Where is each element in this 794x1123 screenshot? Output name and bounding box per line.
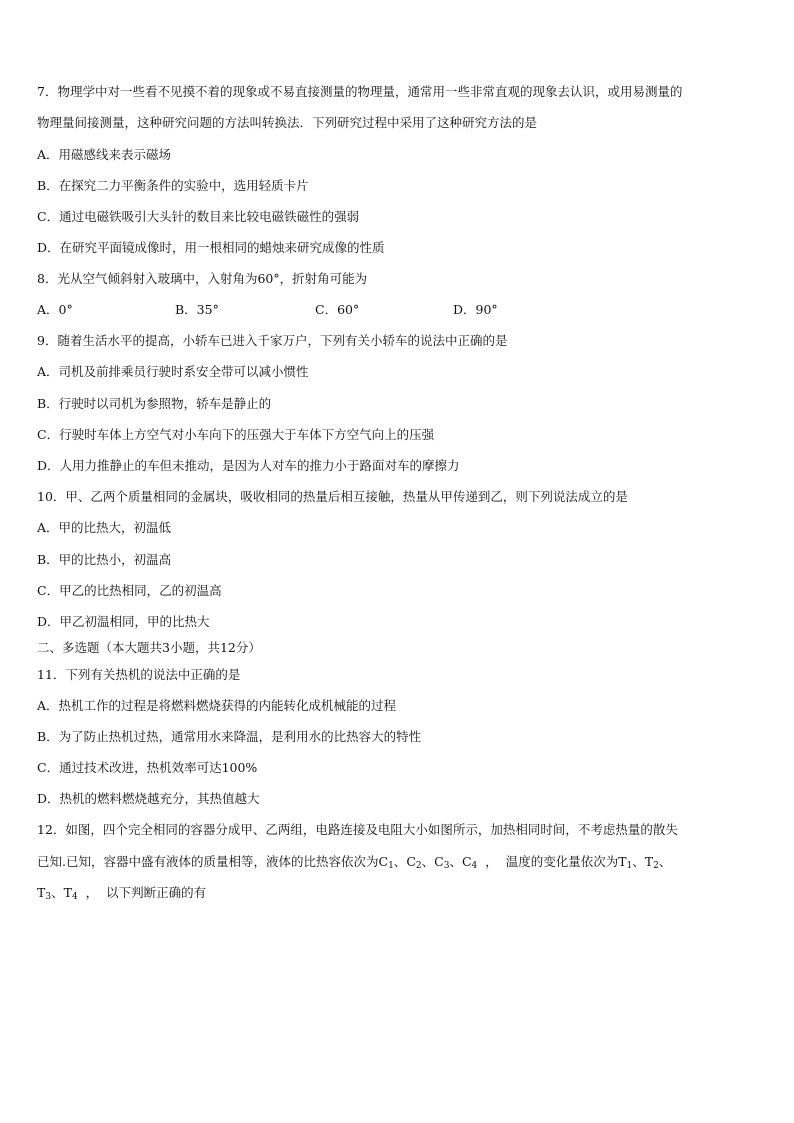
q7-stem-line2: 物理量间接测量，这种研究问题的方法叫转换法．下列研究过程中采用了这种研究方法的是 xyxy=(37,115,538,130)
q8-stem: 8．光从空气倾斜射入玻璃中，入射角为60°，折射角可能为 xyxy=(37,271,368,286)
c-subscript: 2 xyxy=(415,861,422,871)
c-symbol: C xyxy=(434,854,444,869)
q12-stem-line1: 12．如图，四个完全相同的容器分成甲、乙两组，电路连接及电阻大小如图所示，加热相同时间，不考虑热量的散失 xyxy=(37,822,678,837)
t-subscript: 3 xyxy=(45,892,52,902)
c-subscript: 1 xyxy=(388,861,394,871)
t-symbol: T xyxy=(37,885,46,900)
q12-stem-line3: $T_3$、$T_4$ ， 以下判断正确的有 xyxy=(37,885,207,902)
q12-stem-line2-text: 已知.已知，容器中盛有液体的质量相等，液体的比热容依次为 xyxy=(37,854,379,869)
t-subscript: 4 xyxy=(71,892,78,902)
q11-option-c: C．通过技术改进，热机效率可达100% xyxy=(37,760,258,775)
q9-stem: 9．随着生活水平的提高，小轿车已进入千家万户，下列有关小轿车的说法中正确的是 xyxy=(37,333,508,348)
q12-stem-line2-text-b: 温度的变化量依次为 xyxy=(505,854,619,869)
q8-option-c: C．60° xyxy=(315,302,360,317)
q7-option-a: A．用磁感线来表示磁场 xyxy=(37,147,172,162)
q11-option-b: B．为了防止热机过热，通常用水来降温，是利用水的比热容大的特性 xyxy=(37,729,422,744)
q7-option-c: C．通过电磁铁吸引大头针的数目来比较电磁铁磁性的强弱 xyxy=(37,209,360,224)
q8-options xyxy=(37,302,498,318)
q10-stem: 10．甲、乙两个质量相同的金属块，吸收相同的热量后相互接触，热量从甲传递到乙，则下列说法成立的是 xyxy=(37,489,628,504)
t-symbol: T xyxy=(63,885,72,900)
q11-option-a: A．热机工作的过程是将燃料燃烧获得的内能转化成机械能的过程 xyxy=(37,698,397,713)
t-symbol: T xyxy=(618,854,627,869)
q7-stem-line1: 7．物理学中对一些看不见摸不着的现象或不易直接测量的物理量，通常用一些非常直观的现象去认识，或用易测量的 xyxy=(37,84,683,99)
section-heading-multiple-choice: 二、多选题（本大题共3小题，共12分） xyxy=(37,640,261,655)
c-symbol: C xyxy=(378,854,389,869)
c-subscript: 3 xyxy=(443,861,450,871)
c-symbol: C xyxy=(461,854,472,869)
q10-option-a: A．甲的比热大，初温低 xyxy=(37,520,172,535)
t-symbol: T xyxy=(644,854,654,869)
q8-option-a: A．0° xyxy=(37,302,73,317)
q9-option-c: C．行驶时车体上方空气对小车向下的压强大于车体下方空气向上的压强 xyxy=(37,427,435,442)
q11-stem: 11．下列有关热机的说法中正确的是 xyxy=(37,667,241,682)
q9-option-a: A．司机及前排乘员行驶时系安全带可以减小惯性 xyxy=(37,364,309,379)
c-symbol: C xyxy=(406,854,416,869)
c-subscript: 4 xyxy=(471,861,478,871)
q10-option-d: D．甲乙初温相同，甲的比热大 xyxy=(37,614,210,629)
q9-option-b: B．行驶时以司机为参照物，轿车是静止的 xyxy=(37,396,272,411)
q12-stem-line2: 已知.已知，容器中盛有液体的质量相等，液体的比热容依次为$C_1$、$C_2$、$C_3$、$C_4$ ， 温度的变化量依次为$T_1$、$T_2$、 xyxy=(37,854,672,871)
t-subscript: 2 xyxy=(653,861,659,871)
q7-option-b: B．在探究二力平衡条件的实验中，选用轻质卡片 xyxy=(37,178,309,193)
q9-option-d: D．人用力推静止的车但未推动，是因为人对车的推力小于路面对车的摩擦力 xyxy=(37,458,460,473)
q7-option-d: D．在研究平面镜成像时，用一根相同的蜡烛来研究成像的性质 xyxy=(37,240,385,255)
q11-option-d: D．热机的燃料燃烧越充分，其热值越大 xyxy=(37,791,260,806)
t-subscript: 1 xyxy=(626,861,633,871)
q10-option-c: C．甲乙的比热相同，乙的初温高 xyxy=(37,583,222,598)
q8-option-b: B．35° xyxy=(175,302,219,317)
q12-stem-line3-text: 以下判断正确的有 xyxy=(106,885,207,900)
q10-option-b: B．甲的比热小，初温高 xyxy=(37,552,172,567)
q8-option-d: D．90° xyxy=(453,302,498,317)
